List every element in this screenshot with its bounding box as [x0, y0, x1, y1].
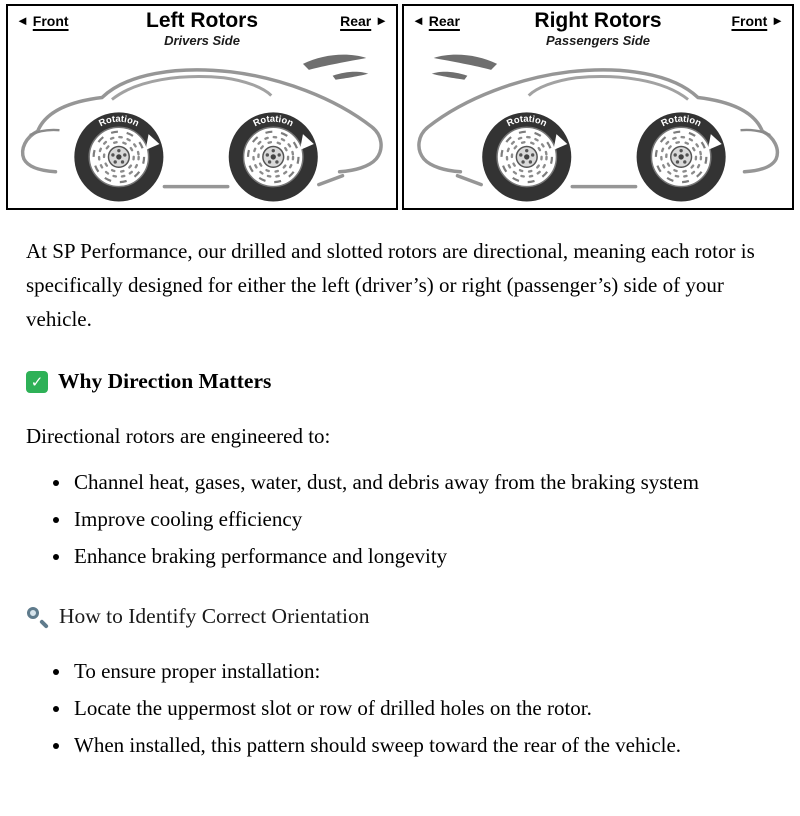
bullet-item: • Improve cooling efficiency [72, 502, 774, 536]
right-arrow-icon: ► [375, 13, 388, 28]
left-panel-header [8, 6, 396, 52]
direction-text: Rear [428, 13, 460, 29]
rotor-direction-diagram [0, 0, 800, 212]
bullet-item: • Enhance braking performance and longevity [72, 539, 774, 573]
why-section-list [26, 465, 774, 573]
direction-text: Front [731, 13, 768, 29]
panel-title: Right Rotors [534, 9, 662, 32]
bullet-item: • To ensure proper installation: [72, 654, 774, 688]
left-arrow-icon: ◄ [16, 13, 29, 28]
right-panel-header [404, 6, 792, 52]
front-wheel-rotor [74, 112, 163, 201]
article-content [0, 212, 800, 816]
left-rotors-panel [6, 4, 398, 210]
right-rotors-panel [402, 4, 794, 210]
rear-wheel-rotor [229, 112, 318, 201]
check-icon: ✓ [26, 371, 48, 393]
left-arrow-icon: ◄ [412, 13, 425, 28]
orientation-heading [26, 599, 774, 634]
right-car-illustration [404, 52, 792, 208]
magnifier-lens [27, 607, 39, 619]
intro-paragraph: At SP Performance, our drilled and slotted rotors are directional, meaning each rotor is specifically designed for either the left (driver’s) or right (passenger’s) side of your vehicle. [26, 239, 755, 332]
why-direction-matters-heading [26, 364, 774, 399]
bullet-item: • When installed, this pattern should sweep toward the rear of the vehicle. [72, 728, 774, 762]
right-arrow-icon: ► [771, 13, 784, 28]
direction-text: Front [32, 13, 69, 29]
panel-title: Left Rotors [146, 9, 258, 32]
magnifier-icon [26, 605, 49, 628]
front-direction-label [731, 13, 784, 29]
left-car-illustration [8, 52, 396, 208]
rear-wheel-rotor [482, 112, 571, 201]
front-wheel-rotor [637, 112, 726, 201]
heading-text: Why Direction Matters [58, 369, 272, 394]
bullet-item: • Channel heat, gases, water, dust, and debris away from the braking system [72, 465, 774, 499]
bullet-item: • Locate the uppermost slot or row of drilled holes on the rotor. [72, 691, 774, 725]
magnifier-handle [39, 619, 49, 629]
orientation-list [26, 654, 774, 762]
panel-subtitle: Passengers Side [545, 33, 651, 49]
rear-direction-label [340, 13, 388, 29]
panel-subtitle: Drivers Side [164, 33, 240, 49]
direction-text: Rear [340, 13, 372, 29]
rear-direction-label [412, 13, 460, 29]
front-direction-label [16, 13, 69, 29]
heading-text: How to Identify Correct Orientation [59, 604, 370, 629]
why-section-lead: Directional rotors are engineered to: [26, 424, 331, 449]
